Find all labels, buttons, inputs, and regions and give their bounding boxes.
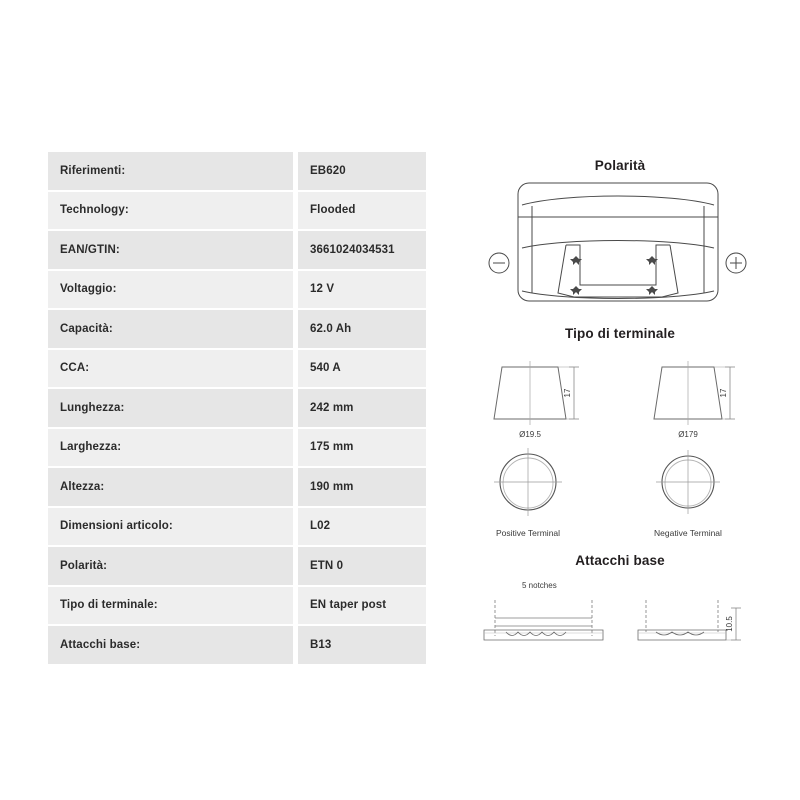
positive-terminal-caption: Positive Terminal xyxy=(495,528,561,538)
table-row xyxy=(48,508,426,546)
plus-circle-icon xyxy=(726,253,746,273)
table-row xyxy=(48,389,426,427)
terminal-right-diameter-label: Ø179 xyxy=(678,430,698,439)
minus-circle-icon xyxy=(489,253,509,273)
spec-label: Riferimenti: xyxy=(48,152,293,190)
table-row xyxy=(48,350,426,388)
positive-terminal-topview xyxy=(494,448,562,538)
table-row xyxy=(48,429,426,467)
negative-terminal-topview xyxy=(654,450,722,538)
table-row xyxy=(48,468,426,506)
base-profile-left xyxy=(484,600,603,640)
spec-value: 62.0 Ah xyxy=(298,310,426,348)
spec-label: Tipo di terminale: xyxy=(48,587,293,625)
terminal-profile-left xyxy=(494,361,579,439)
spec-label: Altezza: xyxy=(48,468,293,506)
terminal-left-height-dim: 17 xyxy=(563,388,572,398)
diagram-column xyxy=(470,158,770,659)
table-row xyxy=(48,587,426,625)
table-row xyxy=(48,310,426,348)
table-row xyxy=(48,626,426,664)
spec-value: 3661024034531 xyxy=(298,231,426,269)
base-fixing-diagram xyxy=(470,574,770,659)
base-fixing-title: Attacchi base xyxy=(575,553,665,568)
spec-value: 540 A xyxy=(298,350,426,388)
spec-value: 12 V xyxy=(298,271,426,309)
spec-value: EB620 xyxy=(298,152,426,190)
spec-value: EN taper post xyxy=(298,587,426,625)
spec-label: Voltaggio: xyxy=(48,271,293,309)
spec-label: CCA: xyxy=(48,350,293,388)
spec-label: EAN/GTIN: xyxy=(48,231,293,269)
table-row xyxy=(48,271,426,309)
specification-table xyxy=(48,152,426,666)
screw-marks xyxy=(570,256,658,295)
terminal-type-title: Tipo di terminale xyxy=(564,326,676,341)
spec-label: Capacità: xyxy=(48,310,293,348)
spec-label: Lunghezza: xyxy=(48,389,293,427)
spec-label: Larghezza: xyxy=(48,429,293,467)
spec-value: 190 mm xyxy=(298,468,426,506)
spec-value: B13 xyxy=(298,626,426,664)
terminal-left-diameter-label: Ø19.5 xyxy=(519,430,541,439)
spec-label: Polarità: xyxy=(48,547,293,585)
table-row xyxy=(48,547,426,585)
base-height-dim: 10.5 xyxy=(725,616,734,632)
polarity-title: Polarità xyxy=(594,158,646,173)
negative-terminal-caption: Negative Terminal xyxy=(654,528,722,538)
terminal-right-height-dim: 17 xyxy=(719,388,728,398)
base-profile-right xyxy=(638,600,741,640)
spec-label: Technology: xyxy=(48,192,293,230)
spec-value: 242 mm xyxy=(298,389,426,427)
terminal-profile-right xyxy=(654,361,735,439)
notches-label: 5 notches xyxy=(522,581,557,590)
spec-label: Dimensioni articolo: xyxy=(48,508,293,546)
spec-label: Attacchi base: xyxy=(48,626,293,664)
table-row xyxy=(48,192,426,230)
terminal-profile-diagram xyxy=(470,347,770,442)
spec-value: Flooded xyxy=(298,192,426,230)
terminal-topview-diagram xyxy=(470,444,770,549)
spec-value: 175 mm xyxy=(298,429,426,467)
spec-value: ETN 0 xyxy=(298,547,426,585)
spec-value: L02 xyxy=(298,508,426,546)
polarity-diagram xyxy=(470,173,770,318)
table-row xyxy=(48,231,426,269)
table-row xyxy=(48,152,426,190)
